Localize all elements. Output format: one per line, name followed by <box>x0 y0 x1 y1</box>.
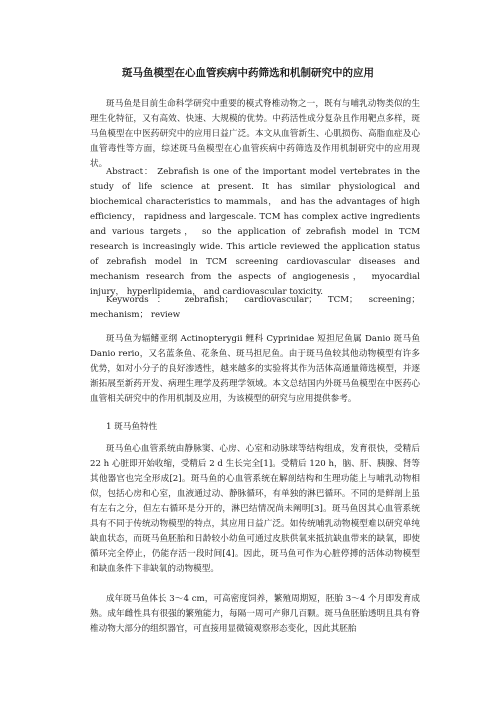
section-1-paragraph-2: 成年斑马鱼体长 3～4 cm，可高密度饲养，繁殖周期短，胚胎 3～4 个月即发育成熟。成年雌性具有很强的繁殖能力，每隔一周可产卵几百颗。斑马鱼胚胎透明且具有脊椎动物大部分的组织器官，可直接用显微镜观察形态变化，因此其胚胎 <box>90 594 420 634</box>
section-1-heading: 1 斑马鱼特性 <box>106 422 158 432</box>
paper-title: 斑马鱼模型在心血管疾病中药筛选和机制研究中的应用 <box>122 67 374 79</box>
english-keywords: Keywords： zebrafish； cardiovascular； TCM； screening； mechanism； review <box>90 295 420 320</box>
section-1-paragraph-1: 斑马鱼心血管系统由静脉窦、心房、心室和动脉球等结构组成，发育很快，受精后 22 h 心脏即开始收缩，受精后 2 d 生长完全[1]。受精后 120 h，脑、肝、胰腺、肾等其他器官也完全形成[2]。斑马鱼的心血管系统在解剖结构和生理功能上与哺乳动物相似，包括心房和心室，血液通过动、静脉循环，有单独的淋巴循环。不同的是鲜剖上虽有左右之分，但左右循环是分开的，淋巴结情况尚未阐明[3]。斑马鱼因其心血管系统具有不同于传统动物模型的特点，其应用日益广泛。如传统哺乳动物模型难以研究单纯缺血状态，而斑马鱼胚胎和日龄较小幼鱼可通过皮肤供氧来抵抗缺血带来的缺氧，即使循环完全停止，仍能存活一段时间[4]。因此，斑马鱼可作为心脏停搏的活体动物模型和缺血条件下非缺氧的动物模型。 <box>90 444 420 574</box>
english-abstract: Abstract： Zebrafish is one of the important model vertebrates in the study of life science at present. It has similar physiological and biochemical characteristics to mammals， and has the advantages of high efficiency， rapidness and largescale. TCM has complex active ingredients and various targets， so the application of zebrafish model in TCM research is increasingly wide. This article reviewed the application status of zebrafish model in TCM screening cardiovascular diseases and mechanism research from the aspects of angiogenesis， myocardial injury， hyperlipidemia， and cardiovascular toxicity. <box>90 167 420 297</box>
chinese-abstract: 斑马鱼是目前生命科学研究中重要的模式脊椎动物之一，既有与哺乳动物类似的生理生化特征，又有高效、快速、大规模的优势。中药活性成分复杂且作用靶点多样，斑马鱼模型在中医药研究中的应用日益广泛。本文从血管新生、心肌损伤、高脂血症及心血管毒性等方面，综述斑马鱼模型在心血管疾病中药筛选及作用机制研究中的应用现状。 <box>90 99 420 169</box>
introduction-paragraph: 斑马鱼为辐鳍亚纲 Actinopterygii 鲤科 Cyprinidae 短担尼鱼属 Danio 斑马鱼 Danio rerio，又名蓝条鱼、花条鱼、斑马担尼鱼。由于斑马鱼较其他动物模型有许多优势，如对小分子的良好渗透性，越来越多的实验将其作为活体高通量筛选模型，并逐渐拓展至新药开发、病理生理学及药理学领域。本文总结国内外斑马鱼模型在中医药心血管相关研究中的作用机制及应用，为该模型的研究与应用提供参考。 <box>90 334 420 404</box>
